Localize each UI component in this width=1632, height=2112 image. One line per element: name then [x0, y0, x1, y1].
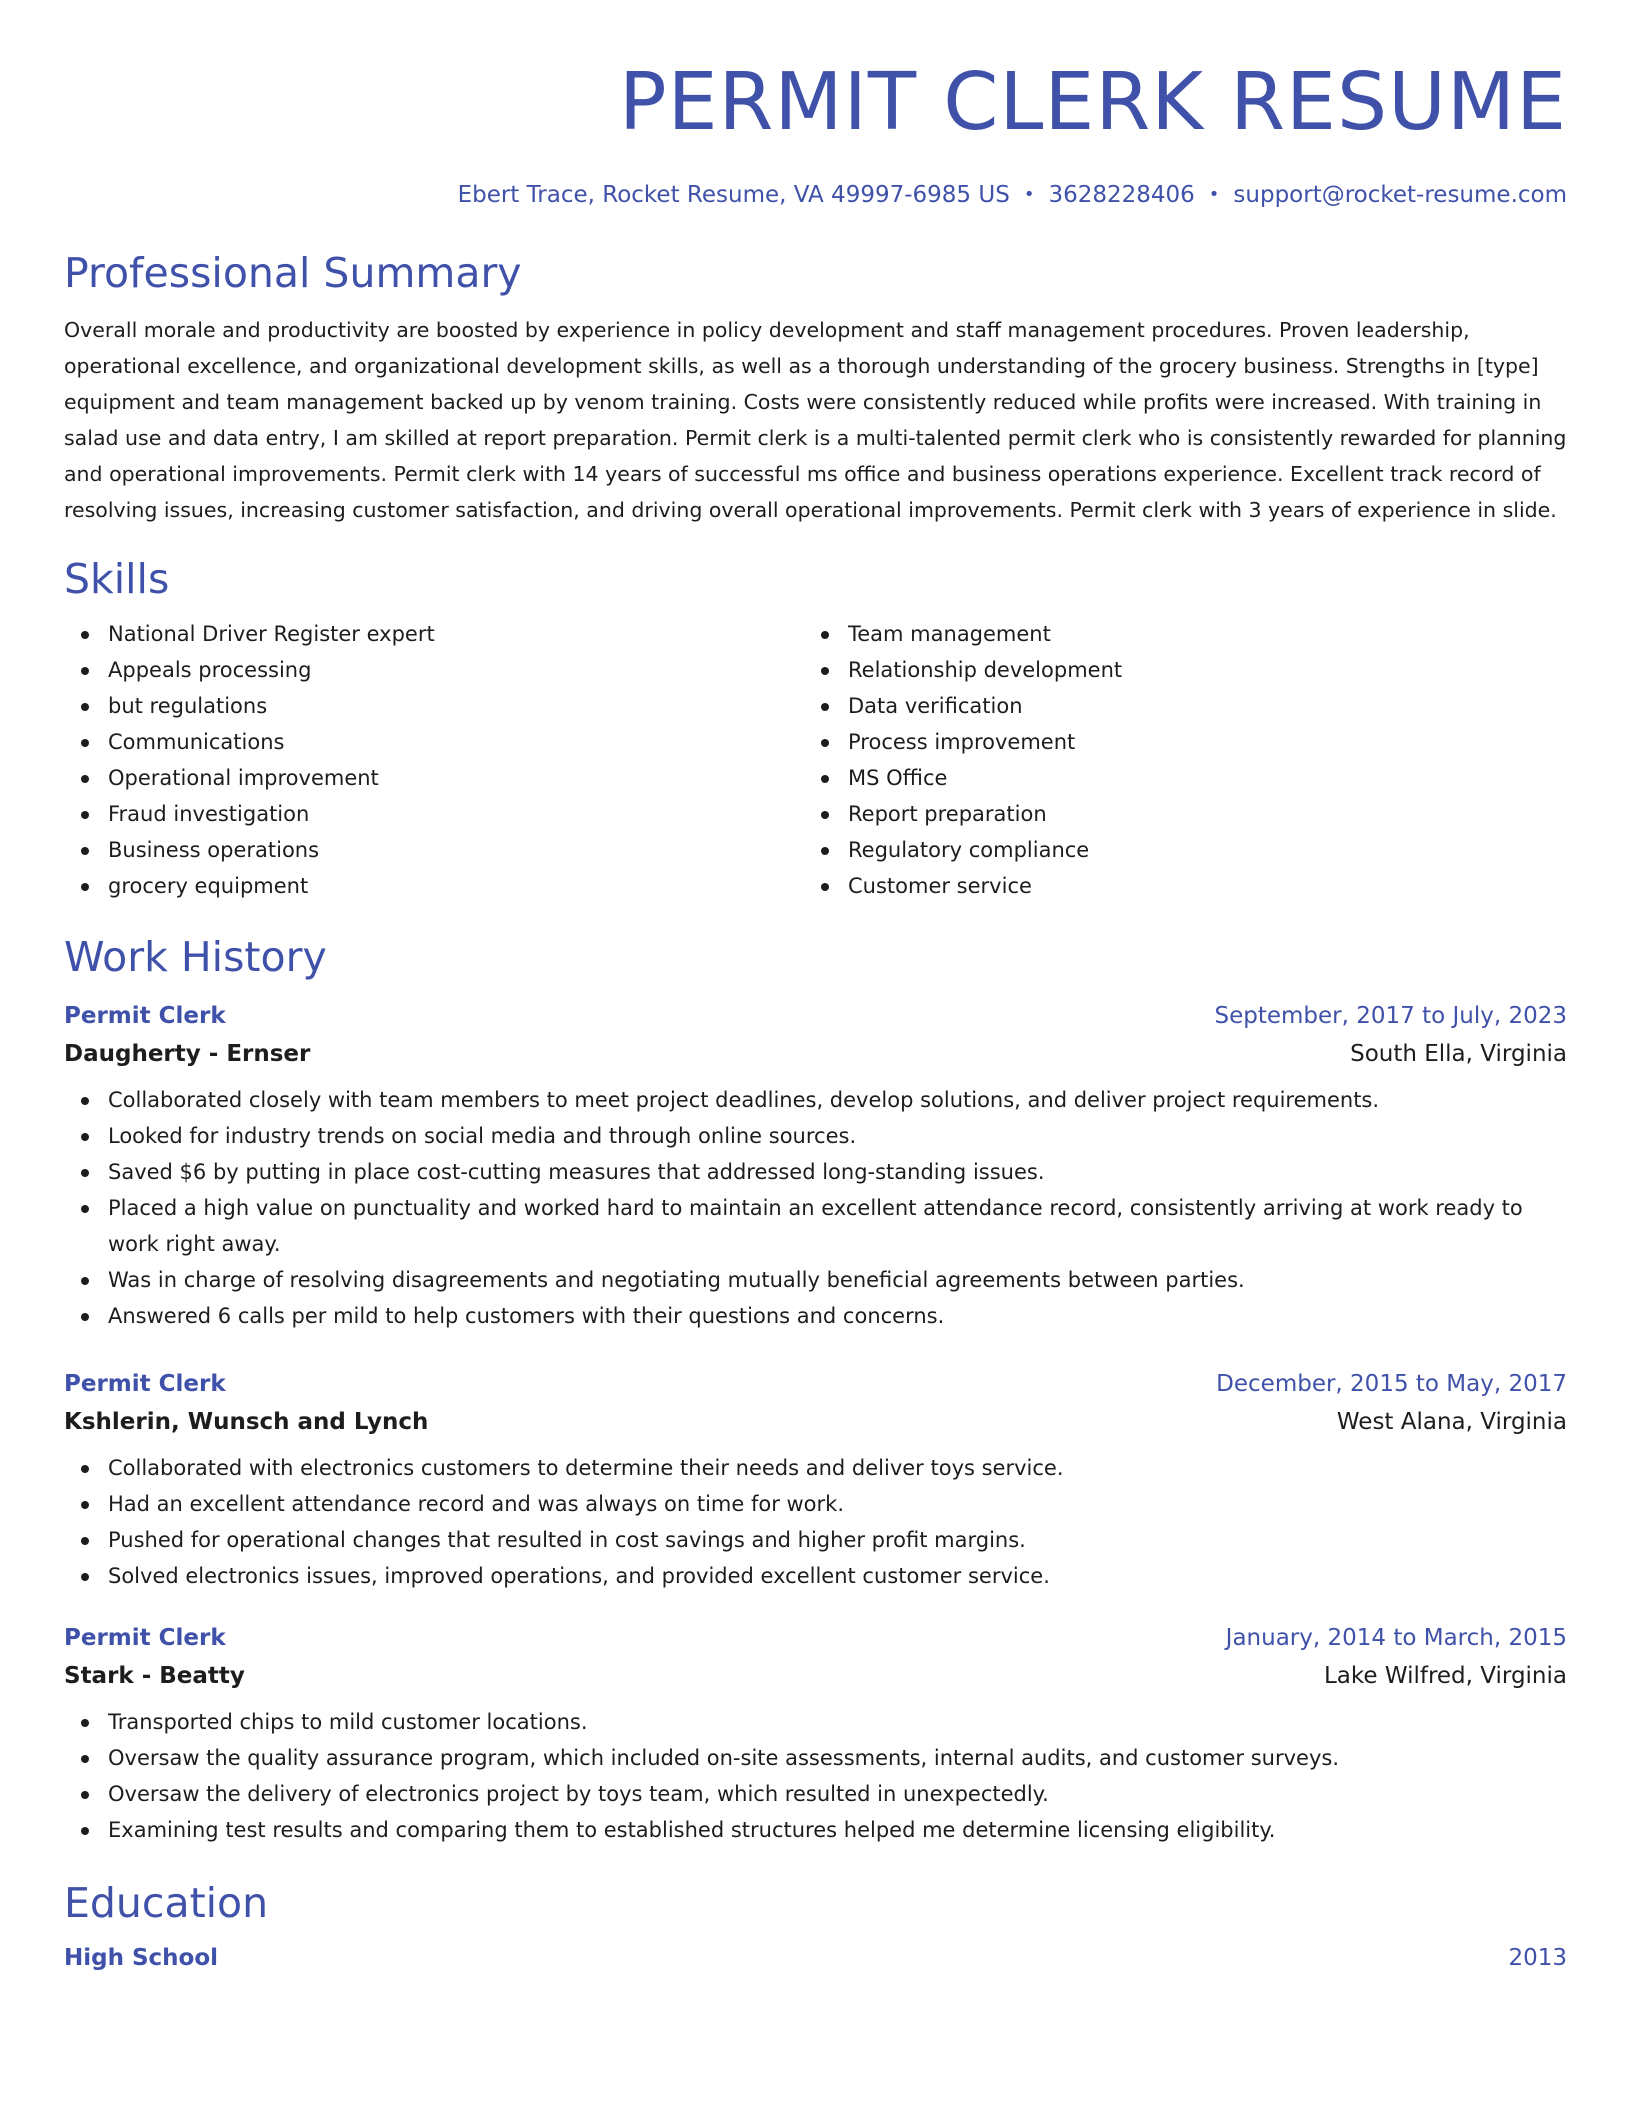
education-degree: High School: [64, 1945, 219, 1971]
job-bullet: Solved electronics issues, improved operations, and provided excellent customer service.: [64, 1558, 1567, 1594]
job-bullet: Looked for industry trends on social media and through online sources.: [64, 1118, 1567, 1154]
summary-text: Overall morale and productivity are boosted by experience in policy development and staff management procedures. Proven leadership, operational excellence, and organizational development skills, as well as a thorough understanding of the grocery business. Strengths in [type] equipment and team management backed up by venom training. Costs were consistently reduced while profits were increased. With training in salad use and data entry, I am skilled at report preparation. Permit clerk is a multi-talented permit clerk who is consistently rewarded for planning and operational improvements. Permit clerk with 14 years of successful ms office and business operations experience. Excellent track record of resolving issues, increasing customer satisfaction, and driving overall operational improvements. Permit clerk with 3 years of experience in slide.: [64, 318, 1567, 522]
skill-item: Customer service: [804, 868, 1122, 904]
job-bullets: [64, 1450, 1567, 1594]
job-bullet: Oversaw the delivery of electronics project by toys team, which resulted in unexpectedly.: [64, 1776, 1567, 1812]
skill-item: National Driver Register expert: [64, 616, 804, 652]
job-bullet: Answered 6 calls per mild to help customers with their questions and concerns.: [64, 1298, 1567, 1334]
education-entry: [64, 1942, 1567, 1974]
contact-line: [64, 180, 1567, 210]
job-company-row: [64, 1038, 1567, 1070]
skills-heading: Skills: [64, 555, 170, 603]
job-bullet: Collaborated with electronics customers to determine their needs and deliver toys service.: [64, 1450, 1567, 1486]
contact-address: Ebert Trace, Rocket Resume, VA 49997-6985 US: [457, 182, 1010, 208]
skill-item: Appeals processing: [64, 652, 804, 688]
job-bullets: [64, 1082, 1567, 1334]
job-company: Kshlerin, Wunsch and Lynch: [64, 1409, 429, 1435]
education-year: 2013: [1508, 1945, 1567, 1971]
job-bullet: Transported chips to mild customer locations.: [64, 1704, 1567, 1740]
contact-phone: 3628228406: [1048, 182, 1195, 208]
contact-separator: •: [1208, 184, 1220, 205]
job-entry: [64, 1622, 1567, 1848]
skill-item: Process improvement: [804, 724, 1122, 760]
skill-item: but regulations: [64, 688, 804, 724]
skills-grid: [64, 616, 1567, 904]
job-header: [64, 1000, 1567, 1032]
job-company: Daugherty - Ernser: [64, 1041, 311, 1067]
job-bullet: Placed a high value on punctuality and worked hard to maintain an excellent attendance record, consistently arriving at work ready to work right away.: [64, 1190, 1567, 1262]
skill-item: Communications: [64, 724, 804, 760]
skill-item: Team management: [804, 616, 1122, 652]
job-bullet: Was in charge of resolving disagreements and negotiating mutually beneficial agreements between parties.: [64, 1262, 1567, 1298]
job-bullet: Had an excellent attendance record and was always on time for work.: [64, 1486, 1567, 1522]
contact-email: support@rocket-resume.com: [1233, 182, 1567, 208]
job-bullet: Examining test results and comparing them to established structures helped me determine licensing eligibility.: [64, 1812, 1567, 1848]
job-bullet: Saved $6 by putting in place cost-cutting measures that addressed long-standing issues.: [64, 1154, 1567, 1190]
summary-heading: Professional Summary: [64, 249, 522, 297]
resume-title: PERMIT CLERK RESUME: [618, 56, 1567, 148]
job-bullet: Pushed for operational changes that resulted in cost savings and higher profit margins.: [64, 1522, 1567, 1558]
work-history-heading: Work History: [64, 933, 327, 981]
job-bullet: Oversaw the quality assurance program, which included on-site assessments, internal audits, and customer surveys.: [64, 1740, 1567, 1776]
job-header: [64, 1368, 1567, 1400]
job-title: Permit Clerk: [64, 1371, 226, 1397]
skills-column-right: [804, 616, 1122, 904]
skill-item: Regulatory compliance: [804, 832, 1122, 868]
skill-item: grocery equipment: [64, 868, 804, 904]
job-bullet: Collaborated closely with team members to meet project deadlines, develop solutions, and deliver project requirements.: [64, 1082, 1567, 1118]
skill-item: Operational improvement: [64, 760, 804, 796]
education-heading: Education: [64, 1879, 269, 1927]
skill-item: Relationship development: [804, 652, 1122, 688]
job-title: Permit Clerk: [64, 1003, 226, 1029]
skills-column-left: [64, 616, 804, 904]
job-location: West Alana, Virginia: [1336, 1409, 1567, 1435]
job-bullets: [64, 1704, 1567, 1848]
contact-separator: •: [1023, 184, 1035, 205]
job-dates: September, 2017 to July, 2023: [1214, 1003, 1567, 1029]
job-title: Permit Clerk: [64, 1625, 226, 1651]
job-company-row: [64, 1660, 1567, 1692]
job-entry: [64, 1368, 1567, 1594]
skill-item: Fraud investigation: [64, 796, 804, 832]
skill-item: MS Office: [804, 760, 1122, 796]
skill-item: Report preparation: [804, 796, 1122, 832]
skill-item: Business operations: [64, 832, 804, 868]
skill-item: Data verification: [804, 688, 1122, 724]
job-company: Stark - Beatty: [64, 1663, 245, 1689]
job-header: [64, 1622, 1567, 1654]
job-dates: December, 2015 to May, 2017: [1216, 1371, 1567, 1397]
job-entry: [64, 1000, 1567, 1334]
job-company-row: [64, 1406, 1567, 1438]
job-location: Lake Wilfred, Virginia: [1323, 1663, 1567, 1689]
job-location: South Ella, Virginia: [1350, 1041, 1567, 1067]
job-dates: January, 2014 to March, 2015: [1225, 1625, 1567, 1651]
